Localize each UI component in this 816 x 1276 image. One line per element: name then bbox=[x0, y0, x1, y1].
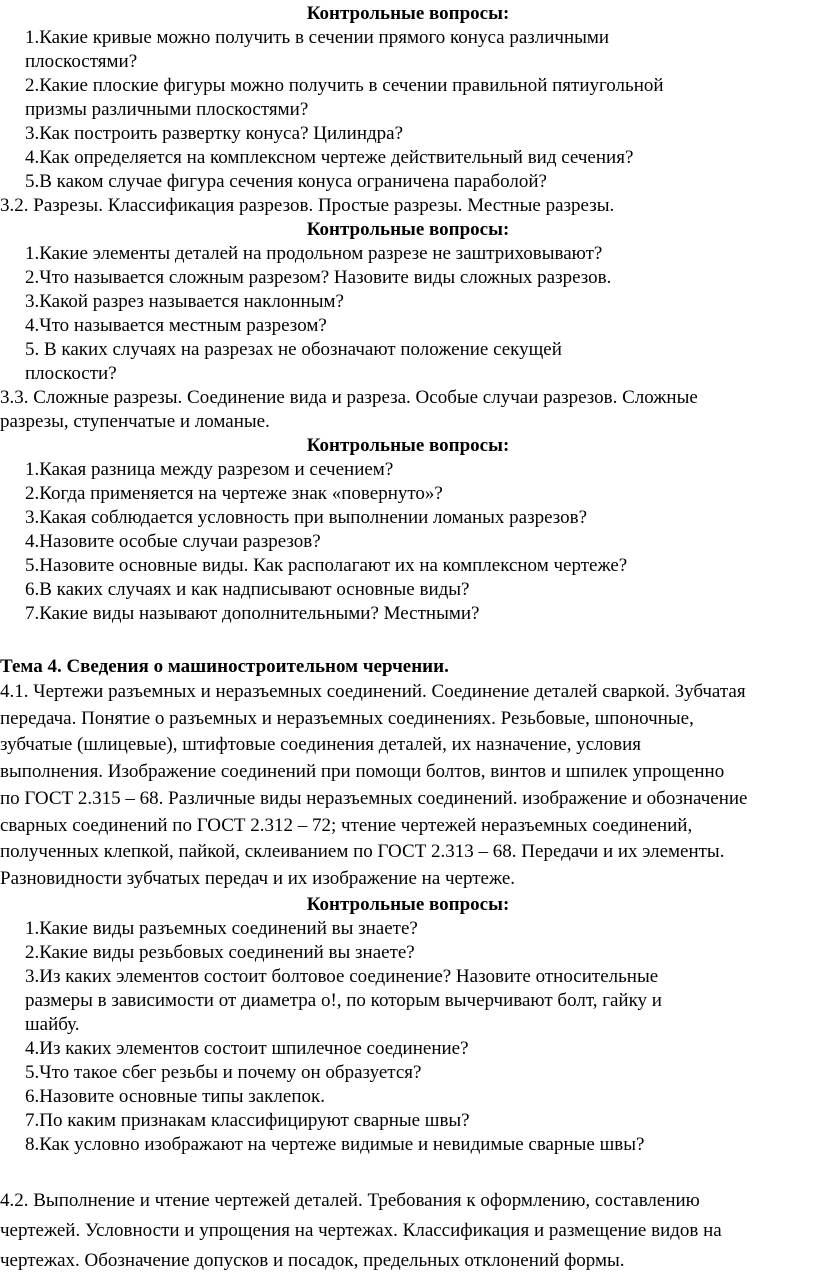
question: 3.Какая соблюдается условность при выполнении ломаных разрезов? bbox=[25, 507, 588, 528]
section-4-2-paragraph bbox=[0, 1186, 816, 1276]
paragraph-line: Разновидности зубчатых передач и их изображение на чертеже. bbox=[0, 867, 516, 889]
question: 7.По каким признакам классифицируют сварные швы? bbox=[25, 1109, 470, 1131]
document-page bbox=[0, 2, 816, 1271]
paragraph-line: сварных соединений по ГОСТ 2.312 – 72; чтение чертежей неразъемных соединений, bbox=[0, 814, 693, 836]
control-questions-heading: Контрольные вопросы: bbox=[306, 3, 510, 24]
paragraph-line: чертежах. Обозначение допусков и посадок, предельных отклонений формы. bbox=[0, 1249, 625, 1271]
question: 3.Как построить развертку конуса? Цилиндра? bbox=[25, 123, 404, 144]
question: 5.Назовите основные виды. Как располагают их на комплексном чертеже? bbox=[25, 555, 628, 576]
paragraph-line: выполнения. Изображение соединений при помощи болтов, винтов и шпилек упрощенно bbox=[0, 761, 725, 783]
paragraph-line: 4.1. Чертежи разъемных и неразъемных соединений. Соединение деталей сваркой. Зубчатая bbox=[0, 681, 746, 702]
question: 8.Как условно изображают на чертеже видимые и невидимые сварные швы? bbox=[25, 1133, 645, 1155]
question: 5.В каком случае фигура сечения конуса ограничена параболой? bbox=[25, 171, 547, 192]
question-continuation: плоскости? bbox=[25, 363, 117, 384]
question-continuation: плоскостями? bbox=[25, 51, 138, 72]
question: 2.Какие виды резьбовых соединений вы знаете? bbox=[25, 941, 415, 963]
question: 3.Из каких элементов состоит болтовое соединение? Назовите относительные bbox=[25, 965, 659, 987]
question: 1.Какая разница между разрезом и сечением? bbox=[25, 459, 394, 480]
question: 4.Как определяется на комплексном чертеже действительный вид сечения? bbox=[25, 147, 634, 168]
question-continuation: призмы различными плоскостями? bbox=[25, 99, 309, 120]
question: 1.Какие виды разъемных соединений вы знаете? bbox=[25, 917, 418, 939]
question: 6.Назовите основные типы заклепок. bbox=[25, 1085, 325, 1107]
question: 3.Какой разрез называется наклонным? bbox=[25, 291, 344, 312]
question: 5. В каких случаях на разрезах не обозначают положение секущей bbox=[25, 339, 562, 360]
question: 6.В каких случаях и как надписывают основные виды? bbox=[25, 579, 470, 600]
control-questions-heading: Контрольные вопросы: bbox=[306, 435, 510, 456]
topic-4-paragraph bbox=[0, 679, 816, 893]
paragraph-line: передача. Понятие о разъемных и неразъемных соединениях. Резьбовые, шпоночные, bbox=[0, 707, 694, 729]
question-continuation: шайбу. bbox=[25, 1013, 80, 1035]
question: 5.Что такое сбег резьбы и почему он образуется? bbox=[25, 1061, 422, 1083]
control-questions-heading: Контрольные вопросы: bbox=[306, 893, 510, 915]
question: 7.Какие виды называют дополнительными? Местными? bbox=[25, 603, 480, 624]
topic-4-title: Тема 4. Сведения о машиностроительном черчении. bbox=[0, 656, 449, 677]
question: 2.Когда применяется на чертеже знак «повернуто»? bbox=[25, 483, 443, 504]
control-questions-heading: Контрольные вопросы: bbox=[306, 219, 510, 240]
question-continuation: размеры в зависимости от диаметра о!, по которым вычерчивают болт, гайку и bbox=[25, 989, 662, 1011]
paragraph-line: полученных клепкой, пайкой, склеиванием по ГОСТ 2.313 – 68. Передачи и их элементы. bbox=[0, 841, 725, 863]
question: 1.Какие элементы деталей на продольном разрезе не заштриховывают? bbox=[25, 243, 603, 264]
section-title-3-3-line2: разрезы, ступенчатые и ломаные. bbox=[0, 411, 270, 432]
section-title-3-3-line1: 3.3. Сложные разрезы. Соединение вида и разреза. Особые случаи разрезов. Сложные bbox=[0, 387, 698, 408]
question: 4.Из каких элементов состоит шпилечное соединение? bbox=[25, 1037, 469, 1059]
question: 2.Какие плоские фигуры можно получить в сечении правильной пятиугольной bbox=[25, 75, 664, 96]
paragraph-line: по ГОСТ 2.315 – 68. Различные виды неразъемных соединений. изображение и обозначение bbox=[0, 787, 748, 809]
question: 4.Что называется местным разрезом? bbox=[25, 315, 327, 336]
question: 2.Что называется сложным разрезом? Назовите виды сложных разрезов. bbox=[25, 267, 612, 288]
section-title-3-2: 3.2. Разрезы. Классификация разрезов. Простые разрезы. Местные разрезы. bbox=[0, 195, 615, 216]
paragraph-line: чертежей. Условности и упрощения на чертежах. Классификация и размещение видов на bbox=[0, 1219, 722, 1241]
paragraph-line: зубчатые (шлицевые), штифтовые соединения деталей, их назначение, условия bbox=[0, 734, 641, 756]
question: 1.Какие кривые можно получить в сечении прямого конуса различными bbox=[25, 27, 610, 48]
question: 4.Назовите особые случаи разрезов? bbox=[25, 531, 321, 552]
paragraph-line: 4.2. Выполнение и чтение чертежей деталей. Требования к оформлению, составлению bbox=[0, 1189, 700, 1211]
